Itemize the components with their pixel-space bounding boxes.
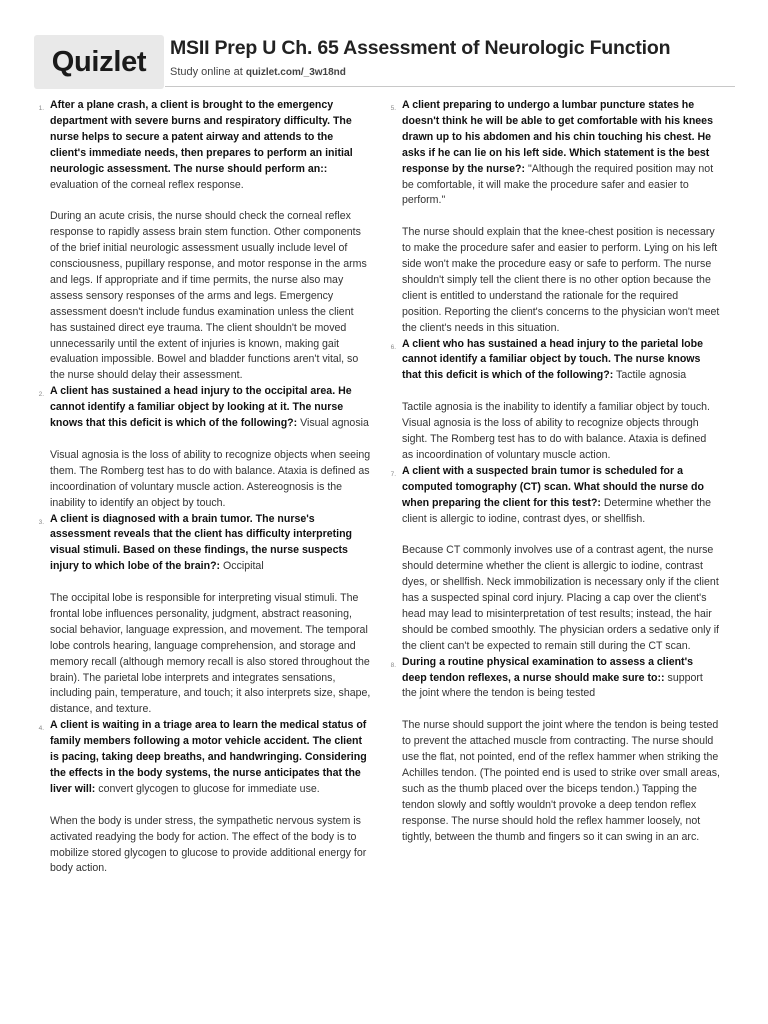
flashcard-6 [380,337,720,464]
card-answer: evaluation of the corneal reflex response. [50,178,244,191]
card-explanation: Visual agnosia is the loss of ability to recognize objects when seeing them. The Romberg test has to do with balance. Ataxia is defined as incoordination of voluntary muscle action. Astereognosis is the inability to identify an object by touch. [50,448,371,509]
flashcard-5 [380,98,720,337]
card-explanation: Tactile agnosia is the inability to identify a familiar object by touch. Visual agnosia is the loss of ability to recognize objects through sight. The Romberg test has to do with balance. Ataxia is defined as incoordination of voluntary muscle action. [402,401,710,461]
flashcard-3 [28,512,372,719]
card-explanation: The occipital lobe is responsible for interpreting visual stimuli. The frontal lobe influences personality, judgment, abstract reasoning, social behavior, language expression, and movement. The temporal lobe controls hearing, language comprehension, and storage and memory recall (although memory recall is also stored throughout the brain). The parietal lobe interprets and integrates sensations, including pain, temperature, and touch; it also interprets size, shape, distance, and texture. [50,592,371,716]
card-number: 7. [390,470,396,478]
card-number: 4. [38,725,44,733]
card-answer: convert glycogen to glucose for immediate use. [98,782,320,795]
card-answer: Tactile agnosia [616,369,687,382]
card-number: 6. [390,343,396,351]
flashcard-2 [28,384,372,511]
card-number: 2. [38,391,44,399]
flashcard-4 [28,718,372,877]
card-explanation: When the body is under stress, the sympathetic nervous system is activated readying the body for action. The effect of the body is to mobilize stored glycogen to glucose to provide additional energy for body action. [50,814,367,875]
right-column [380,98,720,846]
study-online-line [170,66,346,78]
flashcard-1 [28,98,372,384]
study-online-prefix: Study online at [170,66,246,78]
card-answer: Visual agnosia [300,417,369,430]
card-question: A client who has sustained a head injury to the parietal lobe cannot identify a familiar object by touch. The nurse knows that this deficit is which of the following?: [402,337,704,382]
card-question: A client is waiting in a triage area to learn the medical status of family members following a motor vehicle accident. The client is pacing, taking deep breaths, and handwringing. Considering the effects in the body systems, the nurse anticipates that the liver will: [50,719,367,795]
card-question: A client preparing to undergo a lumbar puncture states he doesn't think he will be able to get comfortable with his knees drawn up to his abdomen and his chin touching his chest. He asks if he can lie on his left side. Which statement is the best response by the nurse?: [402,99,713,175]
card-answer: Occipital [223,560,264,573]
card-explanation: The nurse should explain that the knee-chest position is necessary to make the procedure safer and easier to perform. Lying on his left side won't make the procedure easy or safe to perform. The nurse shouldn't simply tell the client there is no other option because the client is entitled to understand the rationale for the required position. Reporting the client's concerns to the physician won't meet the client's needs in this situation. [402,226,720,334]
card-number: 3. [38,518,44,526]
card-answer: Determine whether the client is allergic to iodine, contrast dyes, or shellfish. [402,496,712,525]
card-explanation: During an acute crisis, the nurse should check the corneal reflex response to rapidly assess brain stem function. Other components of the brief initial neurologic assessment usually include level of consciousness, pupillary response, and motor response in the arms and legs. If appropriate and if time permits, the nurse also may assess sensory responses of the arms and legs. Emergency assessment doesn't include fundus examination unless the client has sustained direct eye trauma. The client shouldn't be moved unnecessarily until the extent of injuries is known, making gait evaluation impossible. Bowel and bladder functions aren't vital, so the nurse should delay their assessment. [50,210,367,382]
card-question: During a routine physical examination to assess a client's deep tendon reflexes, a nurse should make sure to:: [402,655,693,684]
card-explanation: Because CT commonly involves use of a contrast agent, the nurse should determine whether the client is allergic to iodine, contrast dyes, or shellfish. Neck immobilization is necessary only if the client has a suspected spinal cord injury. Placing a cap over the client's head may lead to misinterpretation of test results; instead, the hair should be combed smoothly. The physician orders a sedative only if the client can't be expected to remain still during the CT scan. [402,544,720,652]
header [0,0,768,90]
card-answer: "Although the required position may not be comfortable, it will make the procedure safer and easier to perform." [402,162,714,207]
card-question: A client with a suspected brain tumor is scheduled for a computed tomography (CT) scan. What should the nurse do when preparing the client for this test?: [402,464,704,509]
card-explanation: The nurse should support the joint where the tendon is being tested to prevent the attached muscle from contracting. The nurse should use the flat, not pointed, end of the reflex hammer when striking the Achilles tendon. (The pointed end is used to strike over small areas, such as the thumb placed over the biceps tendon.) Tapping the tendon slowly and softly wouldn't provoke a deep tendon reflex response. The nurse should hold the reflex hammer loosely, not tightly, between the thumb and fingers so it can swing in an arc. [402,719,720,843]
card-number: 8. [390,661,396,669]
card-answer: support the joint where the tendon is being tested [402,671,703,700]
card-question: A client has sustained a head injury to the occipital area. He cannot identify a familiar object by looking at it. The nurse knows that this deficit is which of the following?: [50,385,352,430]
flashcard-8 [380,655,720,846]
study-url-link[interactable]: quizlet.com/_3w18nd [245,67,346,78]
flashcard-7 [380,464,720,655]
card-question: A client is diagnosed with a brain tumor. The nurse's assessment reveals that the client has difficulty interpreting visual stimuli. Based on these findings, the nurse suspects injury to which lobe of the brain?: [50,512,353,573]
card-question: After a plane crash, a client is brought to the emergency department with severe burns and respiratory difficulty. The nurse helps to secure a patent airway and attends to the client's immediate needs, then prepares to perform an initial neurologic assessment. The nurse should perform an:: [50,99,353,175]
page-title: MSII Prep U Ch. 65 Assessment of Neurologic Function [170,37,671,59]
card-number: 1. [38,105,44,112]
left-column [28,98,372,877]
card-number: 5. [390,105,396,112]
quizlet-logo[interactable]: Quizlet [34,35,164,89]
header-divider [165,86,735,87]
